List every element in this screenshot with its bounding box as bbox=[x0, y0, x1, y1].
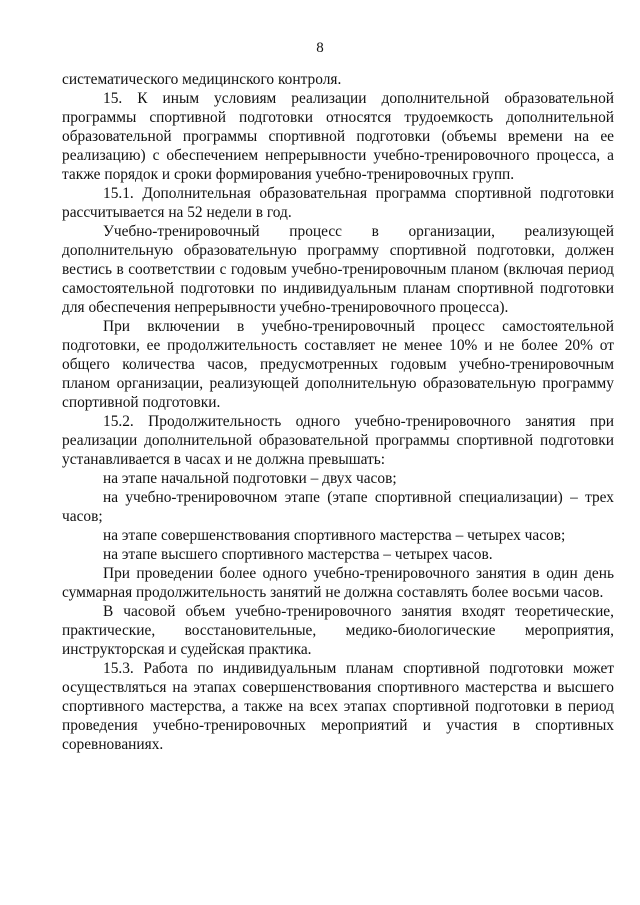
paragraph-13: 15.3. Работа по индивидуальным планам спортивной подготовки может осуществляться на этапах совершенствования спортивного мастерства и высшего спортивного мастерства, а также на всех этапах спортивной подготовки в период проведения учебно-тренировочных мероприятий и участия в спортивных соревнованиях. bbox=[62, 660, 614, 753]
page-number: 8 bbox=[316, 40, 324, 56]
paragraph-9: на этапе совершенствования спортивного мастерства – четырех часов; bbox=[103, 527, 566, 544]
paragraph-12: В часовой объем учебно-тренировочного занятия входят теоретические, практические, восстановительные, медико-биологические мероприятия, инструкторская и судейская практика. bbox=[62, 603, 614, 658]
paragraph-7: на этапе начальной подготовки – двух часов; bbox=[103, 470, 397, 487]
document-body bbox=[62, 70, 614, 754]
paragraph-8: на учебно-тренировочном этапе (этапе спортивной специализации) – трех часов; bbox=[62, 489, 614, 525]
paragraph-3: 15.1. Дополнительная образовательная программа спортивной подготовки рассчитывается на 52 недели в год. bbox=[62, 185, 614, 221]
paragraph-4: Учебно-тренировочный процесс в организации, реализующей дополнительную образовательную программу спортивной подготовки, должен вестись в соответствии с годовым учебно-тренировочным планом (включая период самостоятельной подготовки по индивидуальным планам спортивной подготовки для обеспечения непрерывности учебно-тренировочного процесса). bbox=[62, 223, 614, 316]
paragraph-5: При включении в учебно-тренировочный процесс самостоятельной подготовки, ее продолжительность составляет не менее 10% и не более 20% от общего количества часов, предусмотренных годовым учебно-тренировочным планом организации, реализующей дополнительную образовательную программу спортивной подготовки. bbox=[62, 318, 614, 411]
paragraph-1: систематического медицинского контроля. bbox=[62, 71, 342, 88]
paragraph-6: 15.2. Продолжительность одного учебно-тренировочного занятия при реализации дополнительной образовательной программы спортивной подготовки устанавливается в часах и не должна превышать: bbox=[62, 413, 614, 468]
paragraph-2: 15. К иным условиям реализации дополнительной образовательной программы спортивной подготовки относятся трудоемкость дополнительной образовательной программы спортивной подготовки (объемы времени на ее реализацию) с обеспечением непрерывности учебно-тренировочного процесса, а также порядок и сроки формирования учебно-тренировочных групп. bbox=[62, 90, 614, 183]
paragraph-11: При проведении более одного учебно-тренировочного занятия в один день суммарная продолжительность занятий не должна составлять более восьми часов. bbox=[62, 565, 614, 601]
paragraph-10: на этапе высшего спортивного мастерства – четырех часов. bbox=[103, 546, 493, 563]
